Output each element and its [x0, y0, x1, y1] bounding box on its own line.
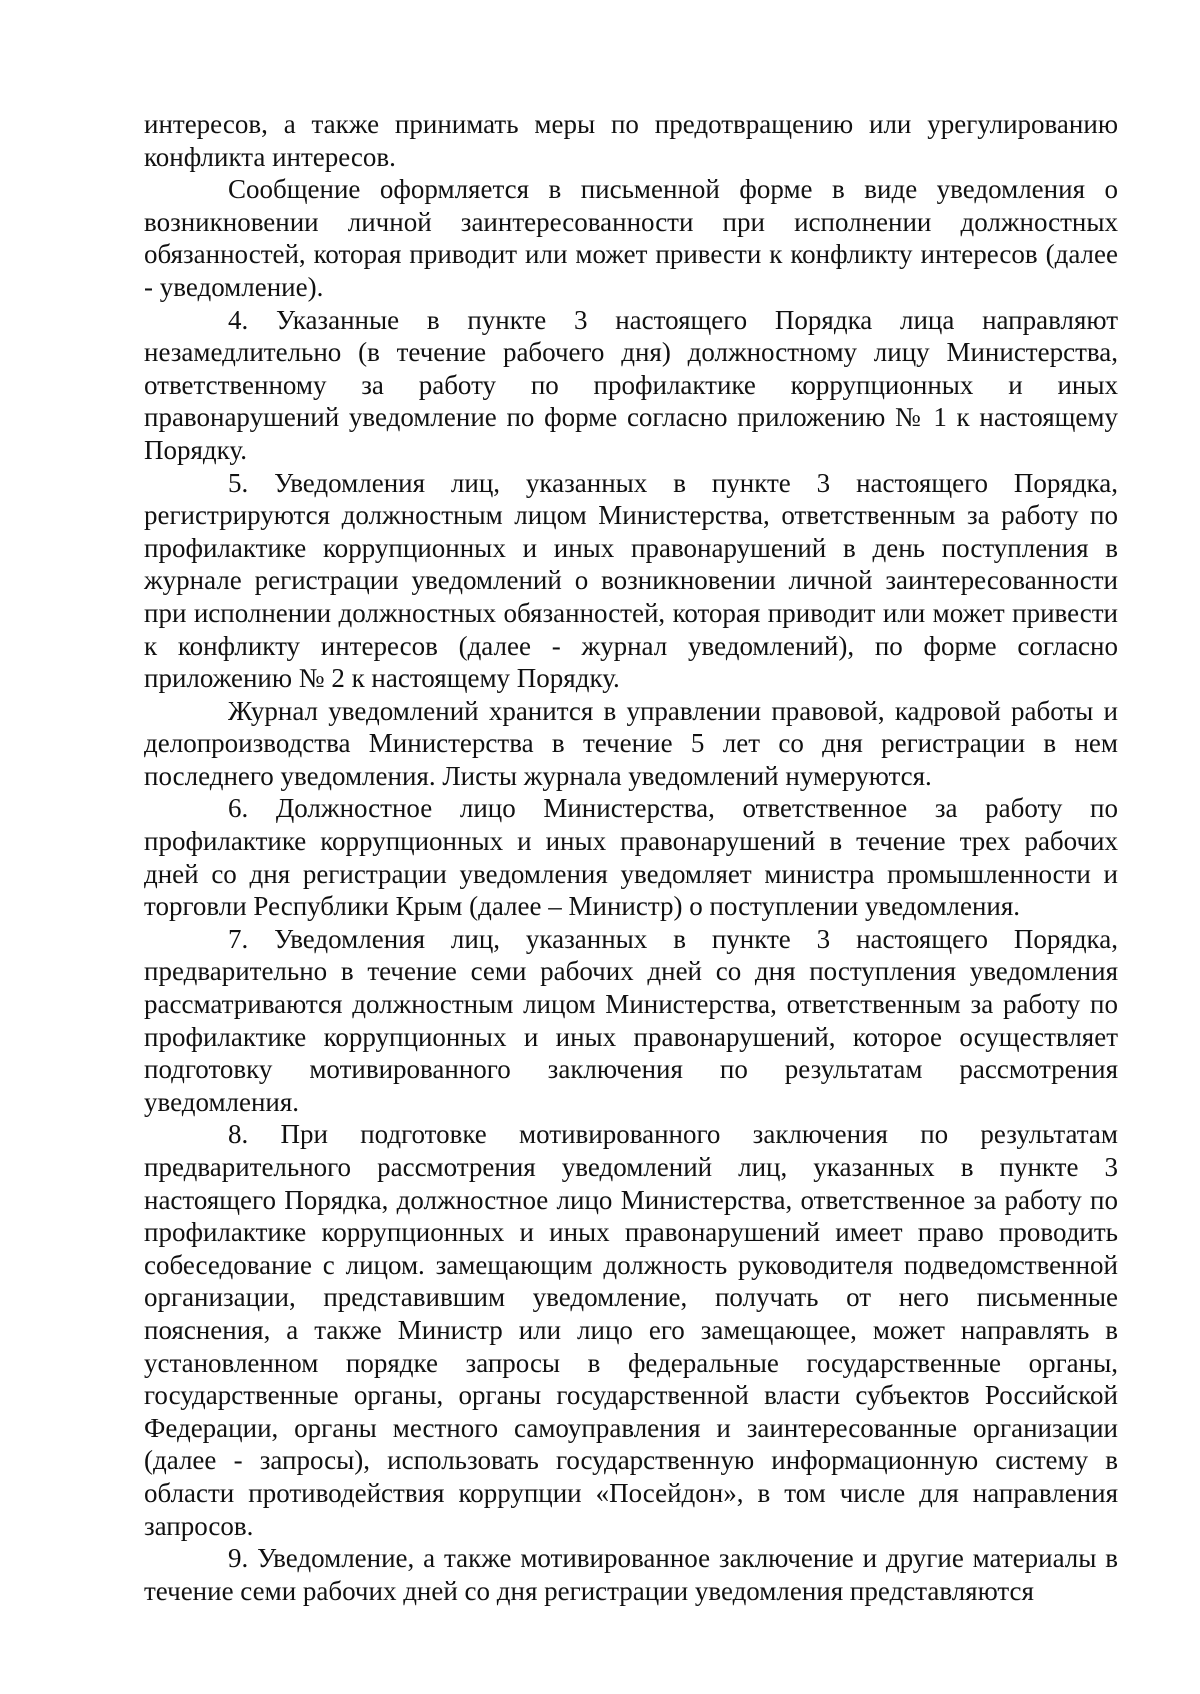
paragraph-item-6: 6. Должностное лицо Министерства, ответственное за работу по профилактике коррупционных и иных правонарушений в течение трех рабочих дней со дня регистрации уведомления уведомляет министра промышленности и торговли Республики Крым (далее – Министр) о поступлении уведомления. [144, 793, 1118, 922]
document-body [144, 108, 1118, 1607]
paragraph-item-8: 8. При подготовке мотивированного заключения по результатам предварительного рассмотрения уведомлений лиц, указанных в пункте 3 настоящего Порядка, должностное лицо Министерства, ответственное за работу по профилактике коррупционных и иных правонарушений имеет право проводить собеседование с лицом. замещающим должность руководителя подведомственной организации, представившим уведомление, получать от него письменные пояснения, а также Министр или лицо его замещающее, может направлять в установленном порядке запросы в федеральные государственные органы, государственные органы, органы государственной власти субъектов Российской Федерации, органы местного самоуправления и заинтересованные организации (далее - запросы), использовать государственную информационную систему в области противодействия коррупции «Посейдон», в том числе для направления запросов. [144, 1119, 1118, 1541]
paragraph-item-4: 4. Указанные в пункте 3 настоящего Порядка лица направляют незамедлительно (в течение рабочего дня) должностному лицу Министерства, ответственному за работу по профилактике коррупционных и иных правонарушений уведомление по форме согласно приложению № 1 к настоящему Порядку. [144, 304, 1118, 465]
paragraph-continuation: интересов, а также принимать меры по предотвращению или урегулированию конфликта интересов. [144, 109, 1118, 172]
paragraph-item-5: 5. Уведомления лиц, указанных в пункте 3 настоящего Порядка, регистрируются должностным лицом Министерства, ответственным за работу по профилактике коррупционных и иных правонарушений в день поступления в журнале регистрации уведомлений о возникновении личной заинтересованности при исполнении должностных обязанностей, которая приводит или может привести к конфликту интересов (далее - журнал уведомлений), по форме согласно приложению № 2 к настоящему Порядку. [144, 467, 1118, 694]
paragraph-item-9: 9. Уведомление, а также мотивированное заключение и другие материалы в течение семи рабочих дней со дня регистрации уведомления представляются [144, 1543, 1118, 1606]
paragraph-item-7: 7. Уведомления лиц, указанных в пункте 3 настоящего Порядка, предварительно в течение семи рабочих дней со дня поступления уведомления рассматриваются должностным лицом Министерства, ответственным за работу по профилактике коррупционных и иных правонарушений, которое осуществляет подготовку мотивированного заключения по результатам рассмотрения уведомления. [144, 923, 1118, 1117]
paragraph-notification-form: Сообщение оформляется в письменной форме в виде уведомления о возникновении личной заинтересованности при исполнении должностных обязанностей, которая приводит или может привести к конфликту интересов (далее - уведомление). [144, 174, 1118, 302]
paragraph-journal-storage: Журнал уведомлений хранится в управлении правовой, кадровой работы и делопроизводства Министерства в течение 5 лет со дня регистрации в нем последнего уведомления. Листы журнала уведомлений нумеруются. [144, 695, 1118, 791]
